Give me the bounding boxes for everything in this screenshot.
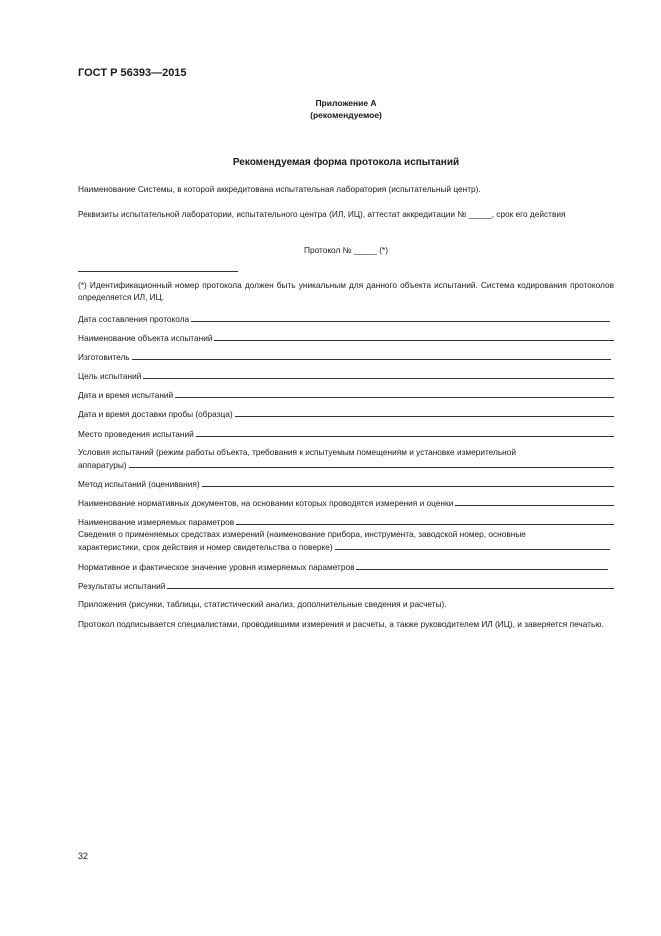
lab-requisites-text: Реквизиты испытательной лаборатории, испытательного центра (ИЛ, ИЦ), аттестат аккредитации № _____, срок его действия [78,209,566,219]
blank-line [356,561,608,570]
blank-line [191,313,610,322]
field-test-location [78,428,614,441]
blank-line [196,428,614,437]
field-label: Результаты испытаний [78,581,166,591]
field-object-name [78,332,614,345]
blank-line [129,459,614,468]
field-conditions [78,459,614,472]
blank-line [214,332,614,341]
field-label: Нормативное и фактическое значение уровня измеряемых параметров [78,562,355,572]
blank-line [167,580,614,589]
blank-line [335,541,610,550]
field-method [78,478,614,491]
annex-status: (рекомендуемое) [310,110,382,120]
form-title: Рекомендуемая форма протокола испытаний [232,157,460,168]
field-label: Цель испытаний [78,371,142,381]
standard-number: ГОСТ Р 56393—2015 [78,67,187,79]
blank-line [202,478,614,487]
blank-line [235,408,614,417]
field-label: Наименование нормативных документов, на основании которых проводятся измерения и оценки [78,498,454,508]
attachments-text: Приложения (рисунки, таблицы, статистический анализ, дополнительные сведения и расчеты). [78,599,447,609]
system-name-text: Наименование Системы, в которой аккредитована испытательная лаборатория (испытательный центр). [78,184,481,194]
field-label: Дата и время доставки пробы (образца) [78,409,233,419]
field-normative-actual [78,561,608,574]
field-label: Метод испытаний (оценивания) [78,479,200,489]
field-label: Наименование объекта испытаний [78,333,213,343]
signature-note: Протокол подписывается специалистами, проводившими измерения и расчеты, а также руководителем ИЛ (ИЦ), и заверяется печатью. [78,619,604,629]
footnote-text: (*) Идентификационный номер протокола должен быть уникальным для данного объекта испытаний. Система кодирования протоколов определяется ИЛ, ИЦ. [78,280,614,302]
field-label: аппаратуры) [78,460,127,470]
field-label: характеристики, срок действия и номер свидетельства о поверке) [78,542,333,552]
field-purpose [78,370,614,383]
field-instruments-line1: Сведения о применяемых средствах измерений (наименование прибора, инструмента, заводской номер, основные [78,529,526,539]
annex-title: Приложение А [315,98,377,108]
field-measured-params [78,516,614,529]
field-label: Место проведения испытаний [78,429,194,439]
field-manufacturer [78,351,611,364]
field-results [78,580,614,593]
blank-line [132,351,611,360]
blank-line [175,389,614,398]
field-label: Наименование измеряемых параметров [78,517,235,527]
page-number: 32 [78,851,89,861]
field-conditions-line1: Условия испытаний (режим работы объекта, требования к испытуемым помещениям и установке измерительной [78,447,516,457]
protocol-number: Протокол № _____ (*) [304,245,388,255]
field-label: Дата составления протокола [78,314,190,324]
field-instruments [78,541,610,554]
footnote-separator [78,271,238,272]
blank-line [143,370,614,379]
field-normative-docs [78,497,614,510]
field-label: Дата и время испытаний [78,390,174,400]
field-sample-delivery [78,408,614,421]
field-test-datetime [78,389,614,402]
field-date-compiled [78,313,610,326]
blank-line [455,497,614,506]
field-label: Изготовитель [78,352,130,362]
blank-line [236,516,614,525]
